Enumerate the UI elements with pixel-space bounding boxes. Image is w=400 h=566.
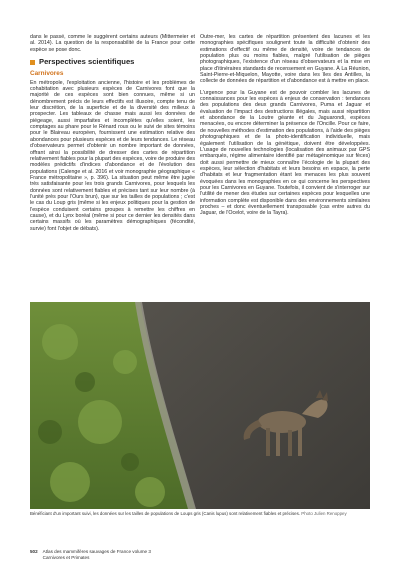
section-heading xyxy=(30,59,195,65)
page-number: 502 xyxy=(30,549,38,554)
section-title: Perspectives scientifiques xyxy=(39,57,135,67)
wolf-photo-illustration xyxy=(30,302,370,509)
section-marker-icon xyxy=(30,60,35,65)
left-column xyxy=(30,34,195,235)
photo-credit: Photo Julien Renoppey xyxy=(301,511,347,516)
subsection-title: Carnivores xyxy=(30,70,64,78)
overseas-paragraph: Outre-mer, les cartes de répartition présentent des lacunes et les monographies spécifiques soulignent toute la difficulté d'obtenir des estimations d'effectif ou même de densité, voire de tendances de population plus ou moins fiables, malgré l'utilisation de pièges photographiques, l'existence d'un réseau d'observateurs et la mise en place d'itinéraires standards de recensement en Guyane. À La Réunion, Saint-Pierre-et-Miquelon, Mayotte, voire dans les îles des Antilles, la collecte de données de répartition et d'abondance est à mettre en place. xyxy=(200,34,370,85)
wolf-photo xyxy=(30,302,370,509)
chapter-name: Carnivores et Primates xyxy=(42,554,90,560)
carnivores-paragraph: En métropole, l'exploitation ancienne, l'histoire et les problèmes de cohabitation avec plusieurs espèces de Carnivores font que la majorité de ces espèces sont bien connues, même si un dénombrement précis de leurs effectifs est illusoire, compte tenu de leur discrétion, de la superficie et de la diversité des milieux à prospecter. Les tableaux de chasse mais aussi les données de piégeage, aussi imparfaites et incomplètes qu'elles soient, les comptages au phare pour le Rénard roux ou le suivi de sites témoins pour le Blaireau européen, fournissent une estimation relative des abondances pour plusieurs espèces et de leurs tendances. Le réseau d'observateurs permet d'obtenir un nombre important de données, offrant ainsi la possibilité de dresser des cartes de répartition relativement fiables pour la plupart des espèces, voire de produire des modèles prédictifs d'indices d'abondance et de l'évolution des populations (Calenge et al. 2016 et voir monographie géographique « France métropolitaine », p. 396). La situation peut même être jugée très satisfaisante pour les trois grands Carnivores, pour lesquels les données sont relativement fiables et précises tant sur leur nombre (à l'unité près pour l'Ours brun), que sur les tailles de populations ; c'est le cas du Loup gris (même si les enjeux politiques pour la gestion de l'espèce conduisent certains groupes à remettre les chiffres en cause), et du Lynx boréal (même si pour ce dernier les densités dans certains massifs où les paramètres démographiques (fécondité, survie) font l'objet de débats). xyxy=(30,79,195,232)
right-column xyxy=(200,34,370,220)
photo-caption xyxy=(30,511,368,516)
footer-text xyxy=(43,549,151,560)
page-footer xyxy=(30,549,151,560)
intro-paragraph: dans le passé, comme le suggèrent certains auteurs (Mittermeier et al. 2014). La question de la responsabilité de la France pour cette espèce se pose donc. xyxy=(30,34,195,53)
caption-text: Bénéficiant d'un important suivi, les données sur les tailles de populations de Loups gris (Canis lupus) sont relativement fiables et précises. xyxy=(30,511,301,516)
book-title: Atlas des mammifères sauvages de France volume 3 xyxy=(42,549,151,554)
guyane-paragraph: L'urgence pour la Guyane est de pouvoir combler les lacunes de connaissances pour les espèces à enjeux de conservation : tendances des populations des deux grands Carnivores, Puma et Jaguar et évaluation de l'impact des destructions illégales, mais aussi répartition et abondance de la Loutre géante et du Jaguarondi, espèces menacées, ou encore déterminer la présence de l'Oncille. Pour ce faire, de nouvelles méthodes d'estimation des populations, à l'aide des pièges photographiques et de la photo-identification individuelle, mais également l'utilisation de la génétique, doivent être développées. L'usage de nouvelles technologies (localisation des animaux par GPS embarqués, régime alimentaire identifié par métagénomique sur fèces) doit aussi permettre de mieux connaître l'écologie de la plupart des espèces, leur sélection d'habitats et leurs besoins en espace, la perte d'habitats et leur fragmentation étant les menaces les plus souvent évoquées dans les monographies en ce qui concerne les perspectives pour les Carnivores en Guyane. Toutefois, il convient de s'interroger sur l'utilité de mener des études sur certaines espèces pour lesquelles une information complète est disponible dans des environnements similaires proches – et donc éventuellement transposable (cas entre autres du Jaguar, de l'Ocelot, voire de la Tayra). xyxy=(200,89,370,217)
